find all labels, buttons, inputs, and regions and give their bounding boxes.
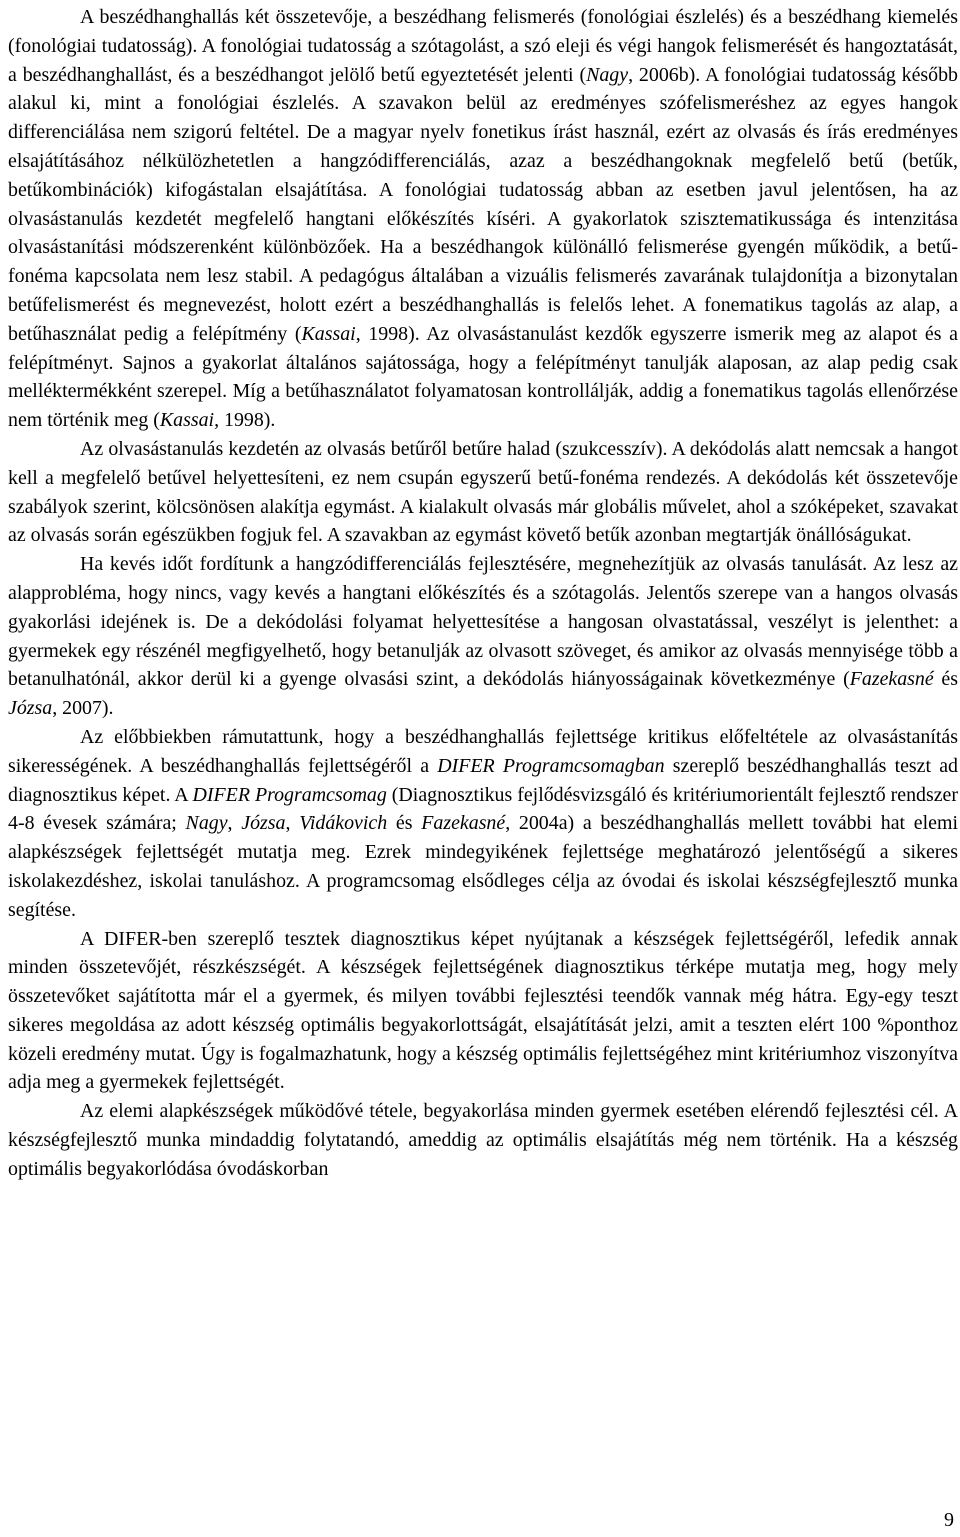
text-run: Az előbbiekben rámutattunk, hogy a beszédhanghallás fejlettsége kritikus előfeltétele az olvasástanítás sikerességének. A beszédhanghallás fejlettségéről a (8, 725, 958, 777)
text-run: Az elemi alapkészségek működővé tétele, begyakorlása minden gyermek esetében elérendő fejlesztési cél. A készségfejlesztő munka mindaddig folytatandó, ameddig az optimális elsajátítás még nem történik. Ha a készség optimális begyakorlódása óvodáskorban (8, 1100, 958, 1180)
italic-text-run: Fazekasné (849, 668, 934, 691)
text-run: A DIFER-ben szereplő tesztek diagnosztikus képet nyújtanak a készségek fejlettségéről, lefedik annak minden összetevőjét, részkészségét. A készségek fejlettségének diagnosztikus térképe mutatja meg, hogy mely összetevőket sajátította már el a gyermek, és milyen további fejlesztési teendők vannak még hátra. Egy-egy teszt sikeres megoldása az adott készség optimális begyakorlottságát, elsajátítását jelzi, amit a teszten elért 100 %ponthoz közeli eredmény mutat. Úgy is fogalmazhatunk, hogy a készség optimális fejlettségéhez mint kritériumhoz viszonyítva adja meg a gyermekek fejlettségét. (8, 927, 958, 1094)
text-run: és (387, 812, 422, 835)
text-run: 1998). (219, 409, 276, 432)
text-run: , (227, 812, 242, 835)
text-run: , 2006b). A fonológiai tudatosság később alakul ki, mint a fonológiai észlelés. A szavakon belül az eredményes szófelismeréshez az egyes hangok differenciálása nem szigorú feltétel. De a magyar nyelv fonetikus írást használ, ezért az olvasás és írás eredményes elsajátításához nélkülözhetetlen a hangzódifferenciálás, azaz a beszédhangoknak megfelelő betű (betűk, betűkombinációk) kifogástalan elsajátítása. A fonológiai tudatosság abban az esetben javul jelentősen, ha az olvasástanulás kezdetét megfelelő hangtani előkészítés kíséri. A gyakorlatok szisztematikussága és intenzitása olvasástanítási módszerenként különbözőek. Ha a beszédhangok különálló felismerése gyengén működik, a betű-fonéma kapcsolata nem lesz stabil. A pedagógus általában a vizuális felismerés zavarának tulajdonítja a bizonytalan betűfelismerést és megnevezést, holott ezért a beszédhanghallás is felelős lehet. A fonematikus tagolás az alap, a betűhasználat pedig a felépítmény ( (8, 63, 958, 345)
text-run: Ha kevés időt fordítunk a hangzódifferenciálás fejlesztésére, megnehezítjük az olvasás tanulását. Az lesz az alapprobléma, hogy nincs, vagy kevés a hangtani előkészítés és a szótagolás. Jelentős szerepe van a hangos olvasás gyakorlási idejének is. De a dekódolási folyamat helyettesítése a hangosan olvastatással, veszélyt is jelenthet: a gyermekek egy részénél megfigyelhető, hogy betanulják az olvasott szöveget, és amikor az olvasás mennyisége több a betanulhatónál, akkor derül ki a gyenge olvasási szint, a dekódolás hiányosságainak következménye ( (8, 553, 958, 691)
italic-text-run: Kassai, (159, 409, 220, 432)
paragraph-6 (8, 1097, 958, 1183)
text-run: , 2007). (52, 697, 114, 720)
italic-text-run: DIFER Programcsomag (192, 783, 387, 806)
text-run: és (933, 668, 958, 691)
paragraph-4 (8, 723, 958, 925)
italic-text-run: Nagy (185, 812, 228, 835)
document-body (8, 3, 958, 1184)
italic-text-run: Nagy (586, 63, 629, 86)
text-run: (Diagnosztikus fejlődésvizsgáló és kritériumorientált fejlesztő rendszer 4-8 évesek számára; (8, 783, 958, 835)
text-run: , (285, 812, 300, 835)
italic-text-run: Józsa (8, 697, 53, 720)
italic-text-run: Vidákovich (299, 812, 388, 835)
page-number: 9 (944, 1509, 954, 1531)
text-run: , 1998). Az olvasástanulást kezdők egyszerre ismerik meg az alapot és a felépítményt. Sajnos a gyakorlat általános sajátossága, hogy a felépítményt tanulják alaposan, az alap pedig csak melléktermékként szerepel. Míg a betűhasználatot folyamatosan kontrollálják, addig a fonematikus tagolás ellenőrzése nem történik meg ( (8, 322, 958, 432)
italic-text-run: Józsa (241, 812, 286, 835)
italic-text-run: Kassai (301, 322, 356, 345)
italic-text-run: Fazekasné (421, 812, 506, 835)
text-run: szereplő beszédhanghallás teszt ad diagnosztikus képet. A (8, 754, 958, 806)
text-run: A beszédhanghallás két összetevője, a beszédhang felismerés (fonológiai észlelés) és a beszédhang kiemelés (fonológiai tudatosság). A fonológiai tudatosság a szótagolást, a szó eleji és végi hangok felismerését és hangoztatását, a beszédhanghallást, és a beszédhangot jelölő betű egyeztetését jelenti ( (8, 6, 958, 86)
text-run: , 2004a) a beszédhanghallás mellett további hat elemi alapkészségek fejlettségét mutatja meg. Ezrek mindegyikének fejlettsége meghatározó jelentőségű a sikeres iskolakezdéshez, iskolai tanuláshoz. A programcsomag elsődleges célja az óvodai és iskolai készségfejlesztő munka segítése. (8, 812, 958, 921)
paragraph-2 (8, 435, 958, 550)
paragraph-1 (8, 3, 958, 435)
text-run: Az olvasástanulás kezdetén az olvasás betűről betűre halad (szukcesszív). A dekódolás alatt nemcsak a hangot kell a megfelelő betűvel helyettesíteni, ez nem csupán egyszerű betű-fonéma rendezés. A dekódolás két összetevője szabályok szerint, kölcsönösen alakítja egymást. A kialakult olvasás már globális művelet, ahol a szóképeket, szavakat az olvasás során egészükben fogjuk fel. A szavakban az egymást követő betűk azonban megtartják önállóságukat. (8, 437, 958, 547)
paragraph-5 (8, 925, 958, 1098)
paragraph-3 (8, 550, 958, 723)
italic-text-run: DIFER Programcsomagban (437, 754, 665, 777)
